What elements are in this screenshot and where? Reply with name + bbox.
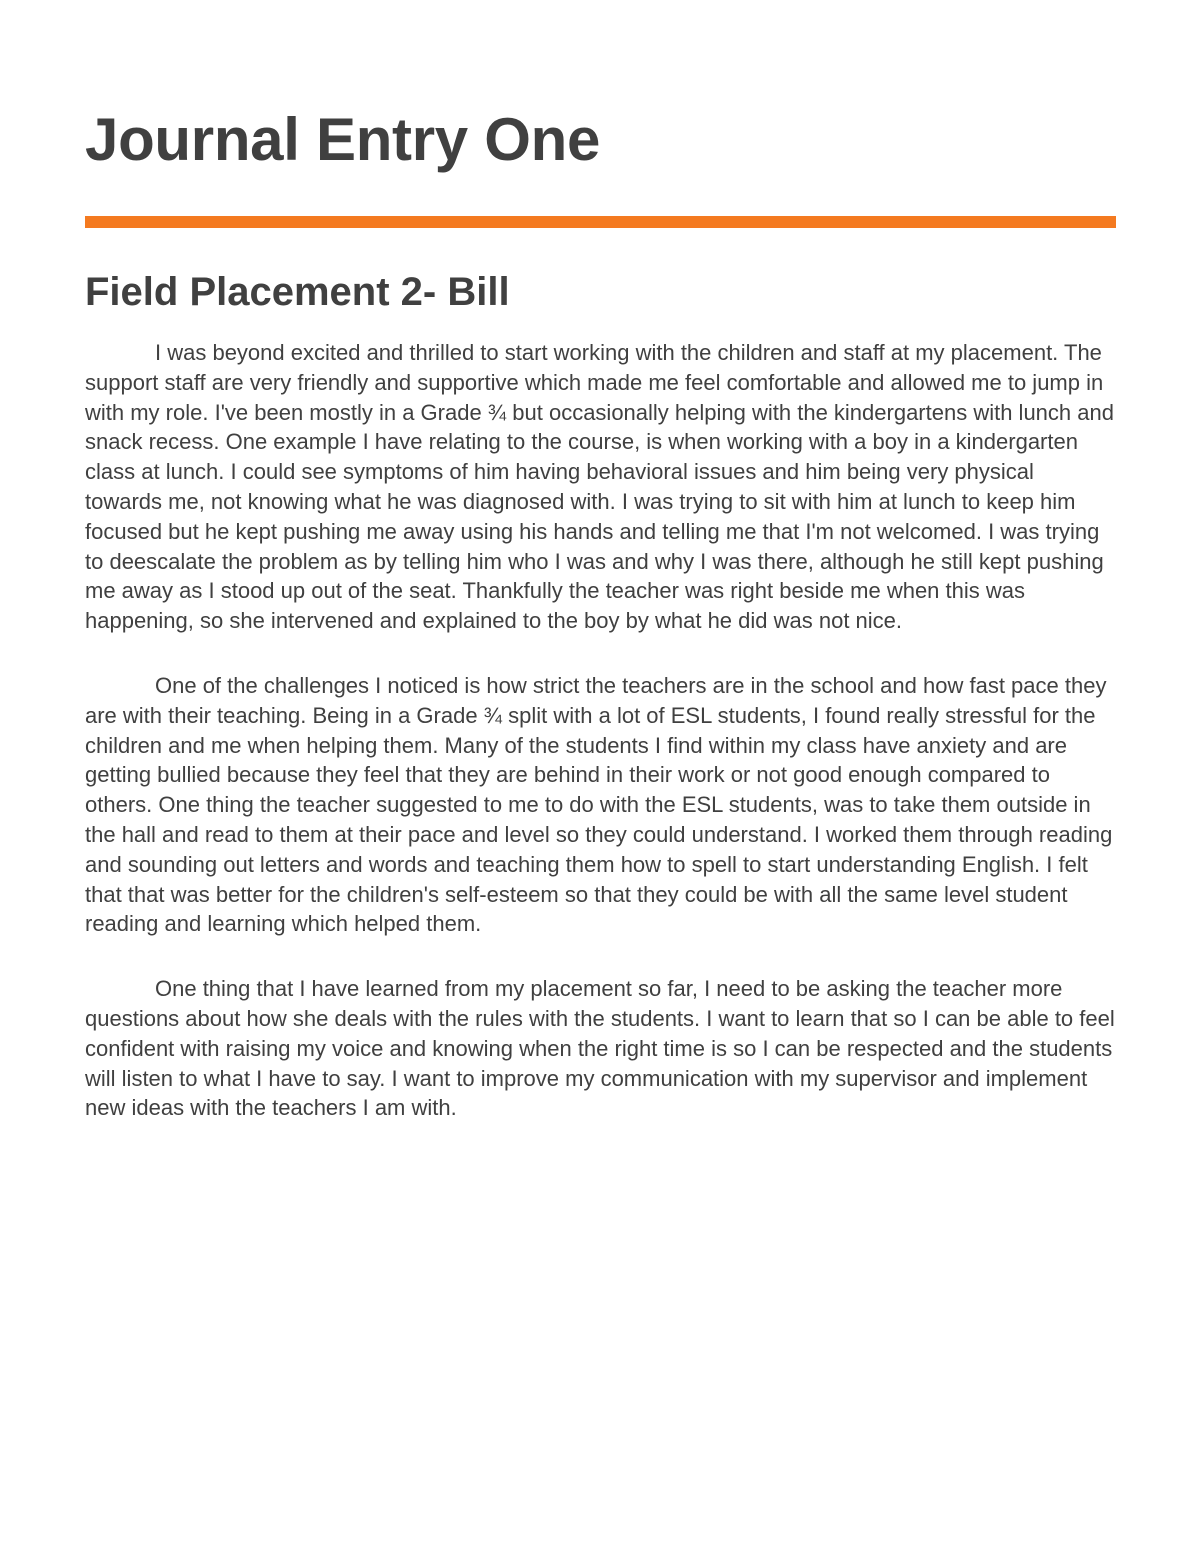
document-page [85, 0, 1116, 1553]
document-title: Journal Entry One [85, 106, 601, 173]
document-body [85, 338, 1116, 1158]
paragraph-2: One of the challenges I noticed is how strict the teachers are in the school and how fast pace they are with their teaching. Being in a Grade ¾ split with a lot of ESL students, I found really stressful for the children and me when helping them. Many of the students I find within my class have anxiety and are getting bullied because they feel that they are behind in their work or not good enough compared to others. One thing the teacher suggested to me to do with the ESL students, was to take them outside in the hall and read to them at their pace and level so they could understand. I worked them through reading and sounding out letters and words and teaching them how to spell to start understanding English. I felt that that was better for the children's self-esteem so that they could be with all the same level student reading and learning which helped them. [85, 672, 1113, 937]
paragraph-3: One thing that I have learned from my placement so far, I need to be asking the teacher more questions about how she deals with the rules with the students. I want to learn that so I can be able to feel confident with raising my voice and knowing when the right time is so I can be respected and the students will listen to what I have to say. I want to improve my communication with my supervisor and implement new ideas with the teachers I am with. [85, 976, 1115, 1121]
title-divider [85, 216, 1116, 228]
paragraph-1: I was beyond excited and thrilled to start working with the children and staff at my placement. The support staff are very friendly and supportive which made me feel comfortable and allowed me to jump in with my role. I've been mostly in a Grade ¾ but occasionally helping with the kindergartens with lunch and snack recess. One example I have relating to the course, is when working with a boy in a kindergarten class at lunch. I could see symptoms of him having behavioral issues and him being very physical towards me, not knowing what he was diagnosed with. I was trying to sit with him at lunch to keep him focused but he kept pushing me away using his hands and telling me that I'm not welcomed. I was trying to deescalate the problem as by telling him who I was and why I was there, although he still kept pushing me away as I stood up out of the seat. Thankfully the teacher was right beside me when this was happening, so she intervened and explained to the boy by what he did was not nice. [85, 340, 1114, 634]
section-heading: Field Placement 2- Bill [85, 270, 510, 314]
